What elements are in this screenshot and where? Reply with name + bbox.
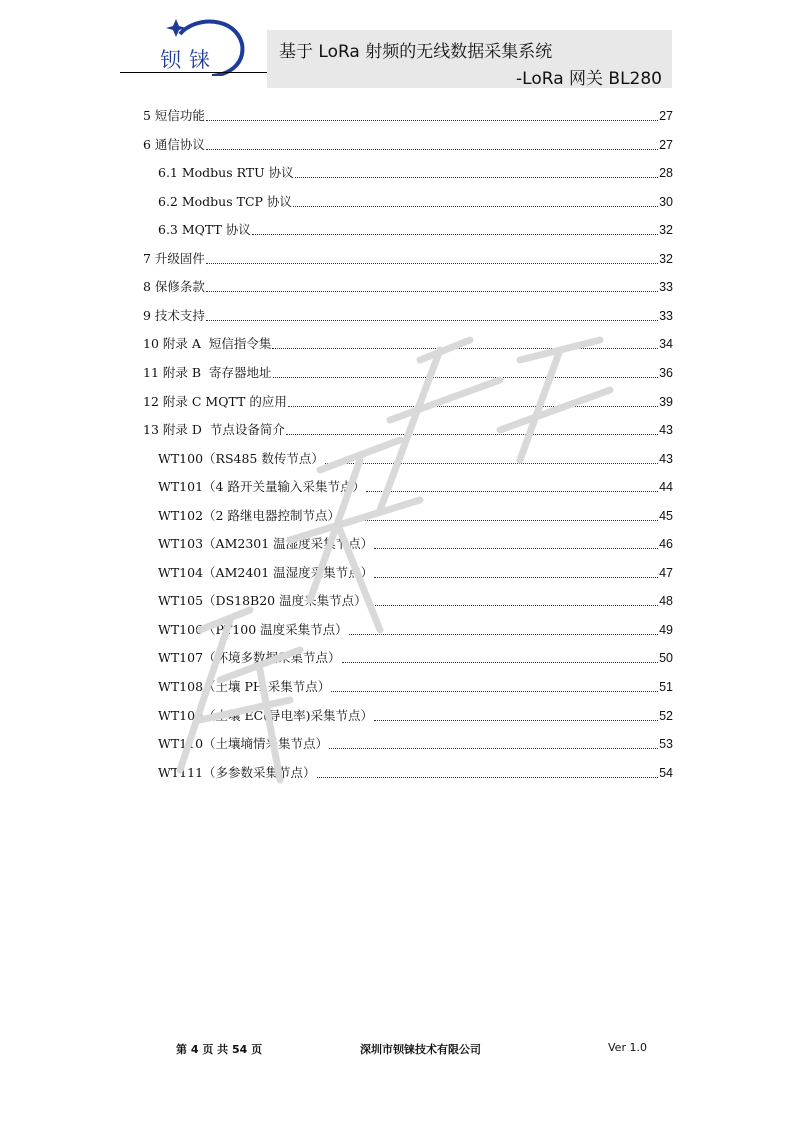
toc-dot-leader bbox=[325, 463, 658, 464]
toc-dot-leader bbox=[206, 320, 658, 321]
toc-entry-label: 6.1 Modbus RTU 协议 bbox=[158, 165, 294, 181]
logo-star-icon bbox=[166, 19, 186, 37]
toc-entry[interactable] bbox=[158, 477, 673, 495]
toc-dot-leader bbox=[374, 577, 658, 578]
toc-entry-page: 48 bbox=[659, 594, 673, 609]
toc-entry-label: 10 附录 A 短信指令集 bbox=[143, 336, 272, 352]
toc-entry-label: 11 附录 B 寄存器地址 bbox=[143, 364, 272, 380]
toc-dot-leader bbox=[206, 149, 658, 150]
toc-entry[interactable] bbox=[158, 591, 673, 609]
toc-dot-leader bbox=[295, 177, 658, 178]
toc-entry-page: 52 bbox=[659, 708, 673, 723]
header-rule bbox=[120, 72, 268, 73]
toc-entry[interactable] bbox=[143, 106, 673, 124]
toc-entry[interactable] bbox=[143, 334, 673, 352]
toc-dot-leader bbox=[366, 491, 658, 492]
footer-page-info: 第 4 页 共 54 页 bbox=[176, 1043, 263, 1056]
toc-entry[interactable] bbox=[158, 534, 673, 552]
toc-entry[interactable] bbox=[158, 563, 673, 581]
toc-entry-label: 5 短信功能 bbox=[143, 108, 205, 123]
toc-entry-page: 28 bbox=[659, 166, 673, 181]
toc-entry-page: 45 bbox=[659, 508, 673, 523]
toc-dot-leader bbox=[252, 234, 658, 235]
toc-dot-leader bbox=[286, 434, 658, 435]
toc-dot-leader bbox=[374, 720, 658, 721]
toc-dot-leader bbox=[349, 634, 658, 635]
toc-entry[interactable] bbox=[143, 306, 673, 324]
toc-dot-leader bbox=[206, 291, 658, 292]
toc-dot-leader bbox=[368, 605, 658, 606]
toc-entry-label: 7 升级固件 bbox=[143, 250, 205, 266]
footer-company: 深圳市钡铼技术有限公司 bbox=[360, 1043, 481, 1056]
toc-entry-page: 39 bbox=[659, 394, 673, 409]
toc-entry-label: 13 附录 D 节点设备简介 bbox=[143, 422, 285, 438]
toc-entry[interactable] bbox=[143, 420, 673, 438]
footer-version: Ver 1.0 bbox=[608, 1041, 647, 1054]
toc-dot-leader bbox=[329, 748, 658, 749]
toc-entry-page: 32 bbox=[659, 223, 673, 238]
toc-dot-leader bbox=[342, 662, 659, 663]
toc-entry[interactable] bbox=[143, 135, 673, 153]
toc-dot-leader bbox=[206, 120, 658, 121]
toc-dot-leader bbox=[374, 548, 658, 549]
toc-entry-label: WT104（AM2401 温湿度采集节点） bbox=[158, 564, 374, 580]
toc-entry-label: WT100（RS485 数传节点） bbox=[158, 450, 324, 466]
toc-entry[interactable] bbox=[143, 277, 673, 295]
toc-entry-page: 54 bbox=[659, 765, 673, 780]
toc-entry-page: 30 bbox=[659, 194, 673, 209]
toc-entry-page: 51 bbox=[659, 680, 673, 694]
toc-entry-label: 6.2 Modbus TCP 协议 bbox=[158, 193, 292, 209]
toc-entry-label: WT103（AM2301 温湿度采集节点） bbox=[158, 536, 374, 552]
toc-entry[interactable] bbox=[158, 506, 673, 524]
toc-entry-label: WT110（土壤墒情采集节点） bbox=[158, 736, 329, 752]
toc-entry[interactable] bbox=[158, 648, 673, 666]
toc-entry-page: 47 bbox=[659, 565, 673, 580]
header-title-line1: 基于 LoRa 射频的无线数据采集系统 bbox=[279, 42, 553, 62]
toc-entry-label: WT105（DS18B20 温度采集节点） bbox=[158, 593, 367, 609]
toc-entry-page: 43 bbox=[659, 451, 673, 466]
toc-entry-page: 44 bbox=[659, 480, 673, 495]
toc-entry[interactable] bbox=[158, 163, 673, 181]
toc-entry[interactable] bbox=[158, 763, 673, 781]
toc-dot-leader bbox=[272, 348, 658, 349]
toc-entry-label: WT101（4 路开关量输入采集节点） bbox=[158, 479, 365, 495]
toc-entry-label: WT111（多参数采集节点） bbox=[158, 764, 316, 780]
toc-entry[interactable] bbox=[158, 449, 673, 467]
toc-entry[interactable] bbox=[143, 392, 673, 410]
toc-entry[interactable] bbox=[158, 734, 673, 752]
toc-entry-page: 49 bbox=[659, 622, 673, 637]
toc-entry-page: 34 bbox=[659, 337, 673, 352]
toc-entry-label: WT108（土壤 PH 采集节点） bbox=[158, 679, 331, 694]
toc-dot-leader bbox=[293, 206, 658, 207]
toc-entry-page: 43 bbox=[659, 423, 673, 438]
toc-entry-page: 32 bbox=[659, 251, 673, 266]
logo-text: 钡铼 bbox=[160, 48, 218, 72]
toc-entry-label: WT102（2 路继电器控制节点） bbox=[158, 507, 340, 523]
toc-entry-label: 6 通信协议 bbox=[143, 136, 205, 152]
toc-entry-label: WT107（环境多数据采集节点） bbox=[158, 650, 341, 666]
toc-entry-page: 33 bbox=[659, 280, 673, 295]
toc-entry-page: 50 bbox=[659, 651, 673, 666]
toc-entry-label: 8 保修条款 bbox=[143, 279, 205, 295]
toc-entry-page: 46 bbox=[659, 537, 673, 552]
toc-dot-leader bbox=[341, 520, 658, 521]
toc-entry[interactable] bbox=[143, 249, 673, 267]
toc-entry[interactable] bbox=[158, 677, 673, 695]
toc-entry[interactable] bbox=[158, 192, 673, 210]
toc-dot-leader bbox=[331, 691, 658, 692]
toc-entry-page: 33 bbox=[659, 308, 673, 323]
header-title-line2: -LoRa 网关 BL280 bbox=[516, 69, 662, 89]
toc-dot-leader bbox=[288, 406, 658, 407]
toc-entry[interactable] bbox=[143, 363, 673, 381]
toc-entry-label: 6.3 MQTT 协议 bbox=[158, 222, 251, 238]
toc-entry[interactable] bbox=[158, 620, 673, 638]
toc-dot-leader bbox=[273, 377, 659, 378]
toc-entry-page: 27 bbox=[659, 109, 673, 123]
toc-entry-label: 12 附录 C MQTT 的应用 bbox=[143, 393, 287, 409]
header-title-box bbox=[267, 30, 672, 88]
toc-entry-label: WT106（PT100 温度采集节点） bbox=[158, 621, 348, 637]
toc-entry[interactable] bbox=[158, 706, 673, 724]
toc-entry-label: 9 技术支持 bbox=[143, 307, 205, 323]
toc-entry-page: 27 bbox=[659, 137, 673, 152]
toc-dot-leader bbox=[206, 263, 658, 264]
toc-entry-label: WT109（土壤 EC(导电率)采集节点） bbox=[158, 707, 373, 723]
toc-entry-page: 36 bbox=[659, 365, 673, 380]
toc-dot-leader bbox=[317, 777, 659, 778]
toc-entry[interactable] bbox=[158, 220, 673, 238]
toc-entry-page: 53 bbox=[659, 737, 673, 752]
